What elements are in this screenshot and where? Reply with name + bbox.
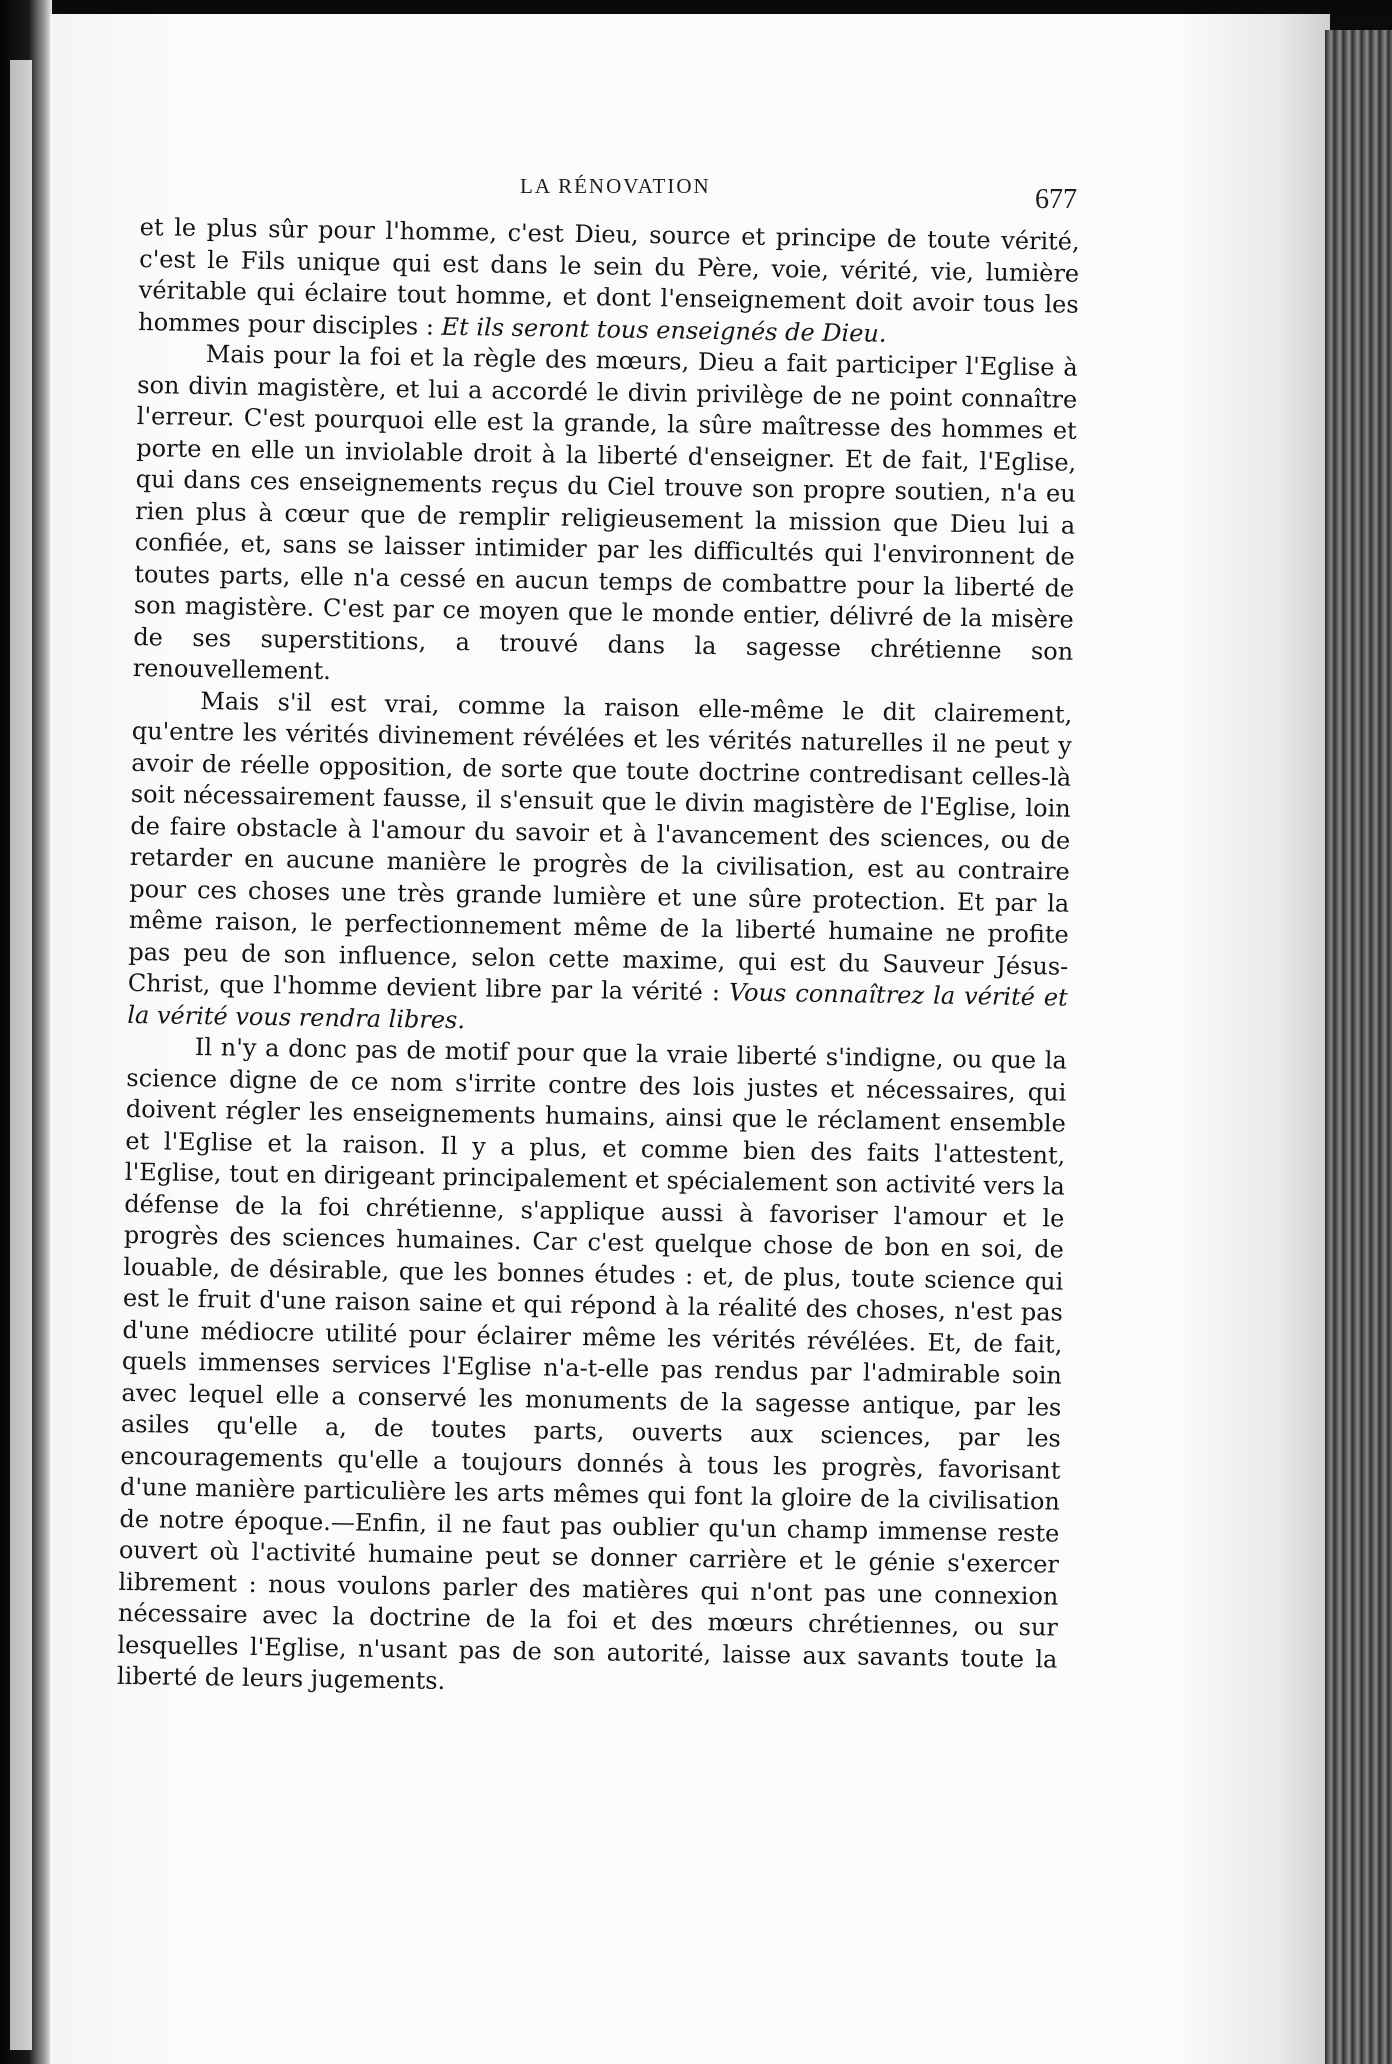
paragraph-1 (138, 212, 1080, 353)
facing-page-edge (10, 60, 32, 2050)
paragraph-4: Il n'y a donc pas de motif pour que la vraie liberté s'indigne, ou que la science digne de ce nom s'irrite contre des lois justes et nécessaires, qui doivent régler les enseignements humains, ainsi que le réclament ensemble et l'Eglise et la raison. Il y a plus, et comme bien des faits l'attestent, l'Eglise, tout en dirigeant principalement et spécialement son activité vers la défense de la foi chrétienne, s'applique aussi à favoriser l'amour et le progrès des sciences humaines. Car c'est quelque chose de bon en soi, de louable, de désirable, que les bonnes études : et, de plus, toute science qui est le fruit d'une raison saine et qui répond à la réalité des choses, n'est pas d'une médiocre utilité pour éclairer même les vérités révélées. Et, de fait, quels immenses services l'Eglise n'a-t-elle pas rendus par l'admirable soin avec lequel elle a conservé les monuments de la sagesse antique, par les asiles qu'elle a, de toutes parts, ouverts aux sciences, par les encouragements qu'elle a toujours donnés à tous les progrès, favorisant d'une manière particulière les arts mêmes qui font la gloire de la civilisation de notre époque.—Enfin, il ne faut pas oublier qu'un champ immense reste ouvert où l'activité humaine peut se donner carrière et le génie s'exercer librement : nous voulons parler des matières qui n'ont pas une connexion nécessaire avec la doctrine de la foi et des mœurs chrétiennes, ou sur lesquelles l'Eglise, n'usant pas de son autorité, laisse aux savants toute la liberté de leurs jugements. (116, 1032, 1068, 1695)
paragraph-3-text: Mais s'il est vrai, comme la raison elle-même le dit clairement, qu'entre les vérités divinement révélées et les vérités naturelles il ne peut y avoir de réelle opposition, de sorte que toute doctrine contredisant celles-là soit nécessairement fausse, il s'ensuit que le divin magistère de l'Eglise, loin de faire obstacle à l'amour du savoir et à l'avancement des sciences, ou de retarder en aucune manière le progrès de la civilisation, est au contraire pour ces choses une très grande lumière et une sûre protection. Et par la même raison, le perfectionnement même de la liberté humaine ne profite pas peu de son influence, selon cette maxime, qui est du Sauveur Jésus-Christ, que l'homme devient libre par la vérité : (127, 686, 1073, 1007)
paragraph-3 (127, 684, 1072, 1045)
paragraph-1-italic: Et ils seront tous enseignés de Dieu. (441, 312, 887, 348)
book-page-edges (1325, 30, 1392, 2064)
paragraph-3-italic: Vous connaîtrez la vérité et la vérité vous rendra libres. (127, 978, 1069, 1034)
body-text (117, 212, 1080, 1707)
running-title: LA RÉNOVATION (520, 174, 711, 198)
paragraph-2: Mais pour la foi et la règle des mœurs, Dieu a fait participer l'Eglise à son divin magistère, et lui a accordé le divin privilège de ne point connaître l'erreur. C'est pourquoi elle est la grande, la sûre maîtresse des hommes et porte en elle un inviolable droit à la liberté d'enseigner. Et de fait, l'Eglise, qui dans ces enseignements reçus du Ciel trouve son propre soutien, n'a eu rien plus à cœur que de remplir religieusement la mission que Dieu lui a confiée, et, sans se laisser intimider par les difficultés qui l'environnent de toutes parts, elle n'a cessé en aucun temps de combattre pour la liberté de son magistère. C'est par ce moyen que le monde entier, délivré de la misère de ses superstitions, a trouvé dans la sagesse chrétienne son renouvellement. (132, 340, 1078, 686)
page-number: 677 (1035, 184, 1077, 215)
paragraph-1-text: et le plus sûr pour l'homme, c'est Dieu, source et principe de toute vérité, c'est le Fils unique qui est dans le sein du Père, voie, vérité, vie, lumière véritable qui éclaire tout homme, et dont l'enseignement doit avoir tous les hommes pour disciples : (138, 212, 1080, 341)
